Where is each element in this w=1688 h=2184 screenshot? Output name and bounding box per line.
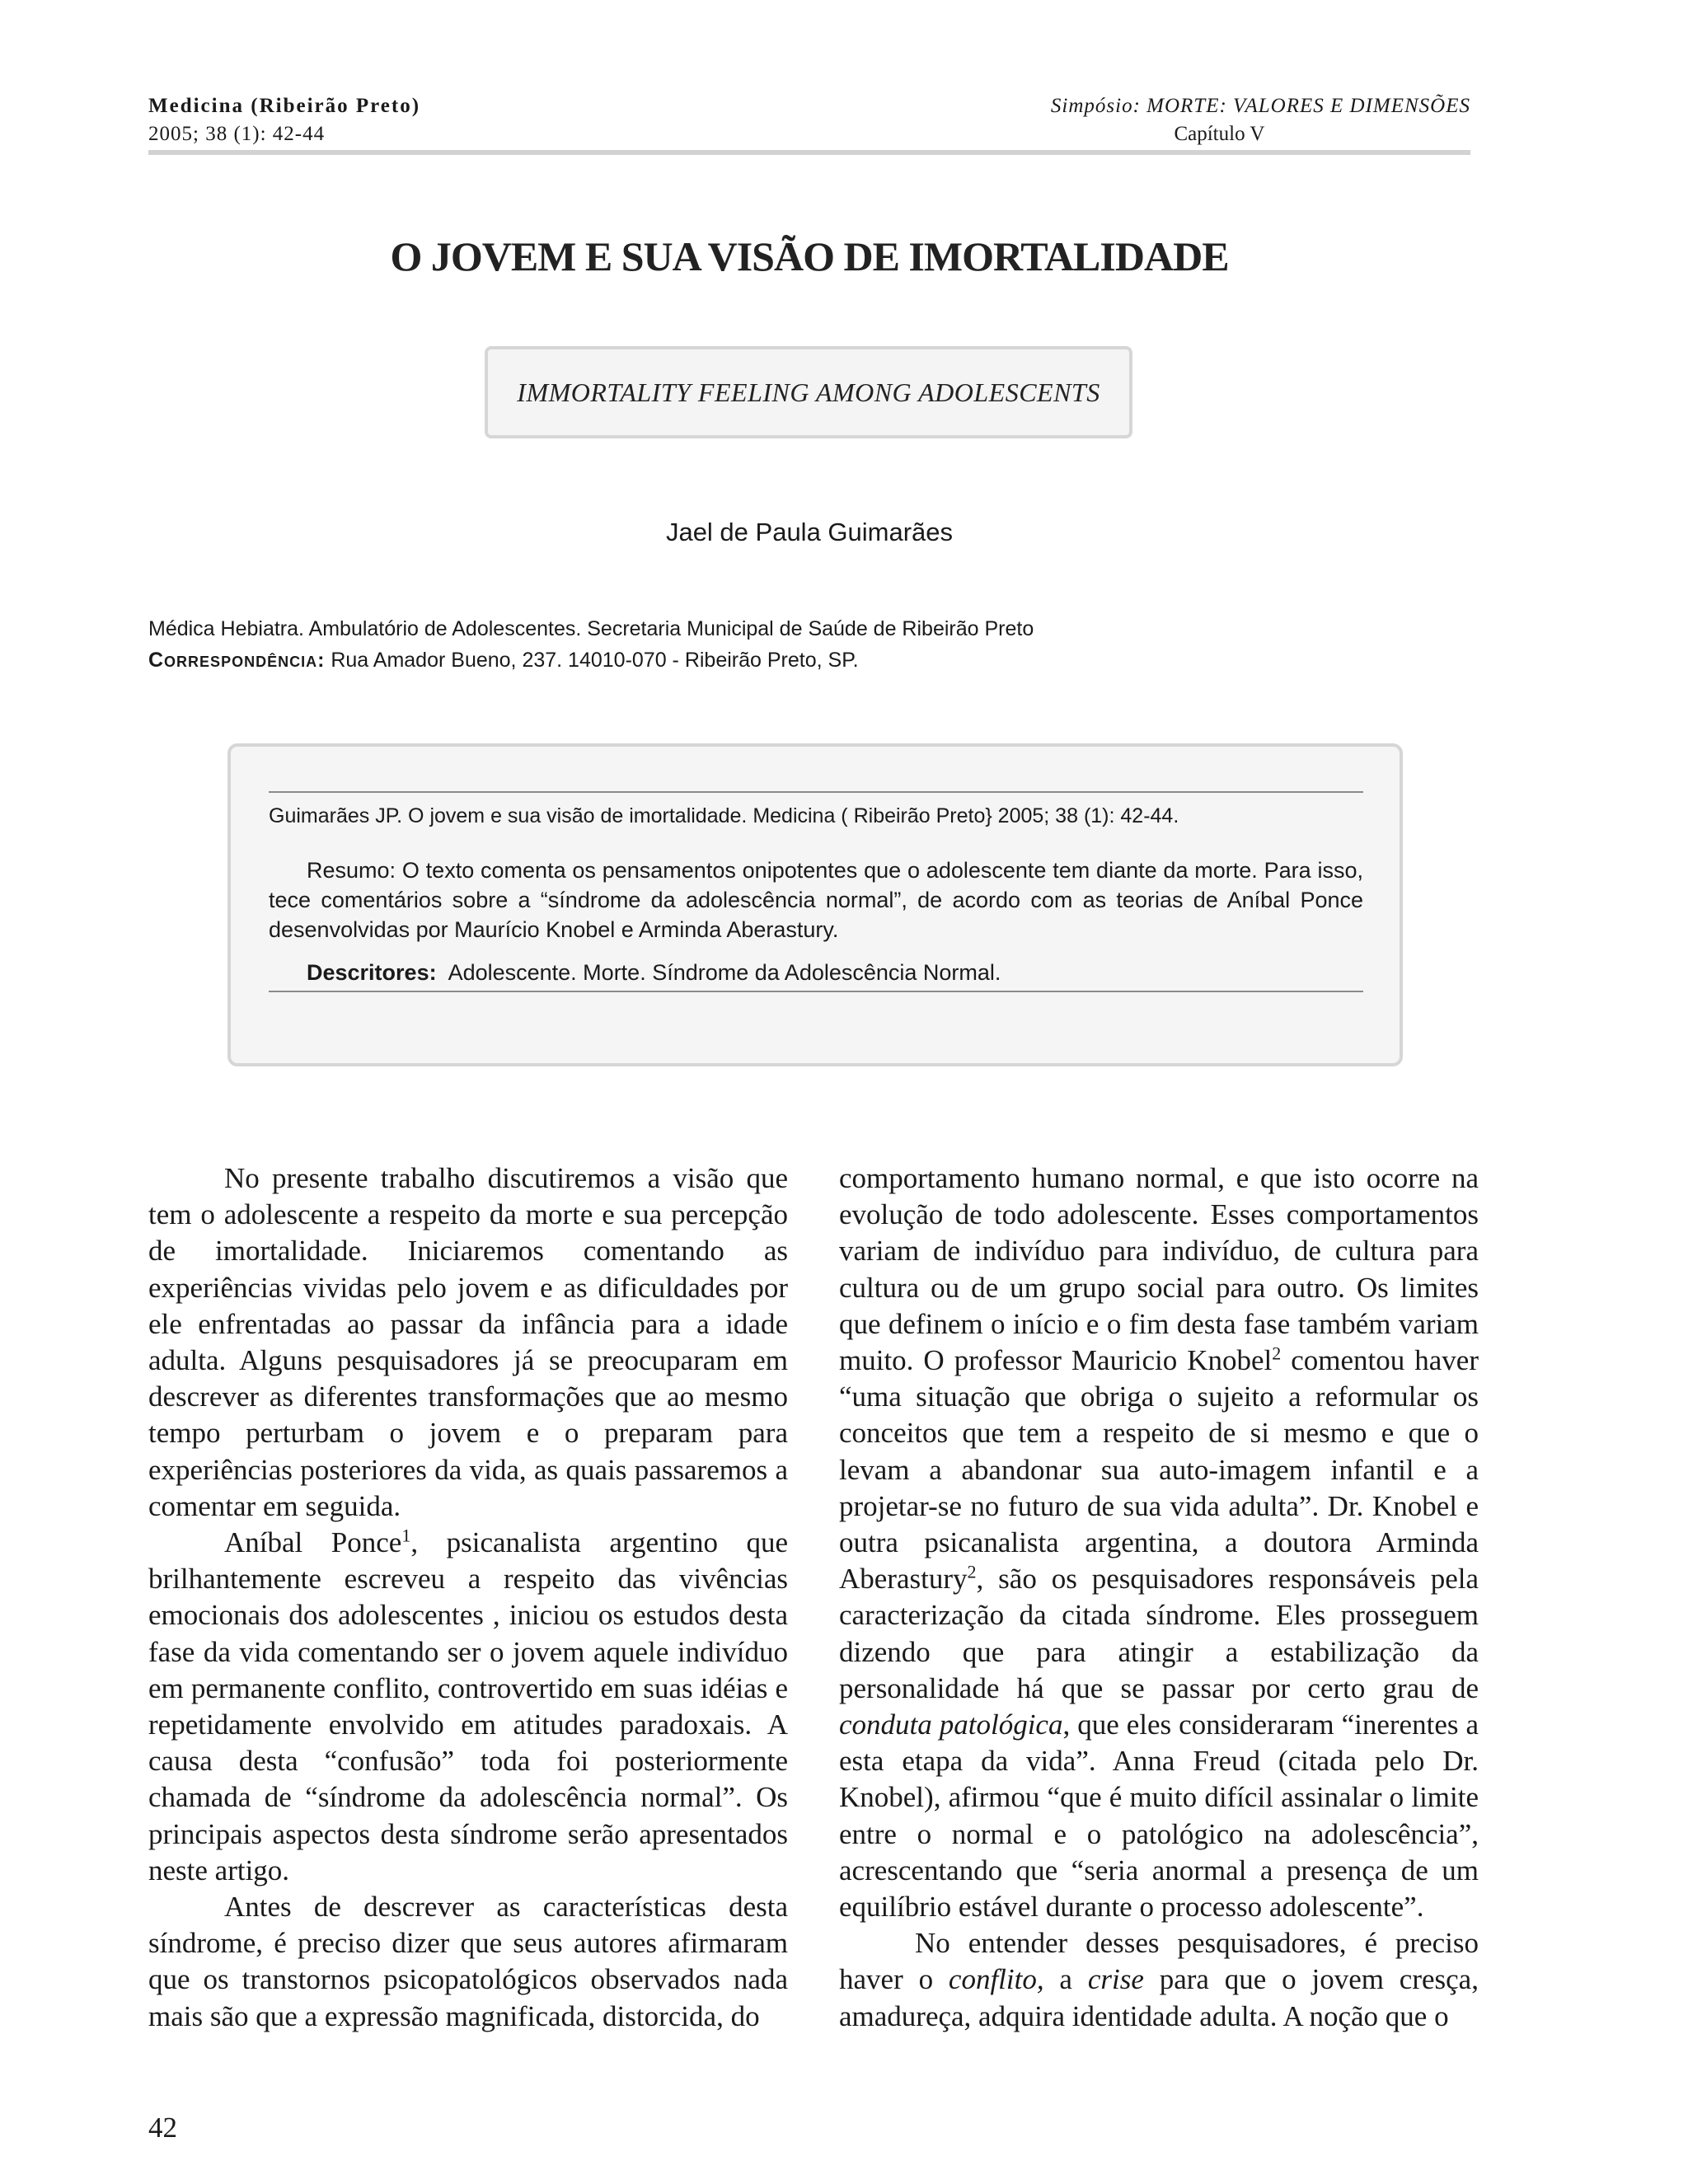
journal-name: Medicina (Ribeirão Preto) (148, 95, 421, 117)
abstract-box (227, 743, 1403, 1066)
emphasis: conflito, (948, 1963, 1044, 1996)
paragraph: No presente trabalho discutiremos a visão que tem o adolescente a respeito da morte e sua percepção de imortalidade. Iniciaremos comentando as experiências vividas pelo jovem e as dificuldades por ele enfrentadas ao passar da infância para a idade adulta. Alguns pesquisadores já se preocuparam em descrever as diferentes transformações que ao mesmo tempo perturbam o jovem e o preparam para experiências posteriores da vida, as quais passaremos a comentar em seguida. (148, 1162, 788, 1522)
running-header-right (1051, 92, 1470, 148)
abstract-bottom-rule (269, 991, 1363, 992)
citation-ref: 2 (967, 1561, 977, 1582)
paragraph: comportamento humano normal, e que isto ocorre na evolução de todo adolescente. Esses comportamentos variam de indivíduo para indivíduo, de cultura para cultura ou de um grupo social para outro. Os limites que definem o início e o fim desta fase também variam muito. O professor Mauricio Knobel$^2$ comentou haver “uma situação que obriga o sujeito a reformular os conceitos que tem a respeito de si mesmo e que o levam a abandonar sua auto-imagem infantil e a projetar-se no futuro de sua vida adulta”. Dr. Knobel e outra psicanalista argentina, a doutora Arminda Aberastury$^2$, são os pesquisadores responsáveis pela caracterização da citada síndrome. Eles prosseguem dizendo que para atingir a estabilização da personalidade há que se passar por certo grau de conduta patológica, que eles consideraram “inerentes a esta etapa da vida”. Anna Freud (citada pelo Dr. Knobel), afirmou “que é muito difícil assinalar o limite entre o normal e o patológico na adolescência”, acrescentando que “seria anormal a presença de um equilíbrio estável durante o processo adolescente”. (839, 1162, 1479, 1924)
abstract-resumo: Resumo: O texto comenta os pensamentos onipotentes que o adolescente tem diante da morte. Para isso, tece comentários sobre a “síndrome da adolescência normal”, de acordo com as teorias de Aníbal Ponce desenvolvidas por Maurício Knobel e Arminda Aberastury. (269, 858, 1363, 942)
english-title-box (485, 346, 1132, 438)
header-rule (148, 150, 1470, 155)
chapter-label: Capítulo V (1174, 123, 1265, 145)
running-header-left (148, 92, 420, 148)
symposium-line (1051, 92, 1470, 120)
citation: Guimarães JP. O jovem e sua visão de imortalidade. Medicina ( Ribeirão Preto} 2005; 38 (1): 42-44. (269, 804, 1179, 827)
symposium-title: MORTE: VALORES E DIMENSÕES (1146, 95, 1470, 117)
affiliation-line: Médica Hebiatra. Ambulatório de Adolescentes. Secretaria Municipal de Saúde de Ribeirão Preto (148, 617, 1034, 640)
body-column-left (148, 1160, 788, 2035)
correspondence-text: Rua Amador Bueno, 237. 14010-070 - Ribeirão Preto, SP. (325, 649, 859, 672)
paragraph: No entender desses pesquisadores, é preciso haver o conflito, a crise para que o jovem cresça, amadureça, adquira identidade adulta. A noção que o (839, 1927, 1479, 2032)
symposium-label: Simpósio: (1050, 95, 1141, 117)
author-name: Jael de Paula Guimarães (665, 518, 954, 546)
emphasis: conduta patológica (839, 1708, 1063, 1741)
citation-ref: 1 (401, 1525, 411, 1546)
english-title: IMMORTALITY FEELING AMONG ADOLESCENTS (517, 377, 1100, 407)
paragraph: Antes de descrever as características desta síndrome, é preciso dizer que seus autores afirmaram que os transtornos psicopatológicos observados nada mais são que a expressão magnificada, distorcida, do (148, 1891, 788, 2032)
page-number: 42 (148, 2111, 177, 2144)
descriptors-label: Descritores: (307, 960, 437, 985)
emphasis: crise (1087, 1963, 1144, 1996)
abstract-top-rule (269, 791, 1363, 793)
correspondence-label: Correspondência: (148, 649, 326, 672)
body-column-right (839, 1160, 1479, 2035)
affiliation (148, 613, 1034, 676)
journal-reference: 2005; 38 (1): 42-44 (148, 123, 326, 145)
descriptors-text: Adolescente. Morte. Síndrome da Adolescência Normal. (448, 960, 1001, 985)
correspondence-line (148, 644, 1034, 676)
descriptors (269, 958, 1363, 987)
paragraph: Aníbal Ponce$^1$, psicanalista argentino que brilhantemente escreveu a respeito das vivências emocionais dos adolescentes , iniciou os estudos desta fase da vida comentando ser o jovem aquele indivíduo em permanente conflito, controvertido em suas idéias e repetidamente envolvido em atitudes paradoxais. A causa desta “confusão” toda foi posteriormente chamada de “síndrome da adolescência normal”. Os principais aspectos desta síndrome serão apresentados neste artigo. (148, 1525, 788, 1886)
citation-ref: 2 (1272, 1343, 1282, 1364)
article-title: O JOVEM E SUA VISÃO DE IMORTALIDADE (390, 233, 1229, 279)
